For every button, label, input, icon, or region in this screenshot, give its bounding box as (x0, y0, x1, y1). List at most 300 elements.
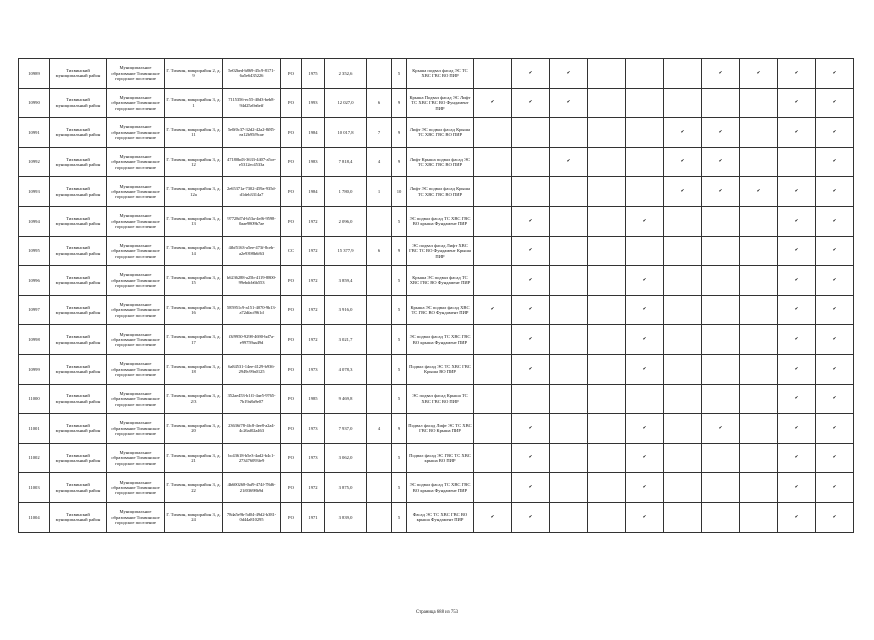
checkmark-icon: ✔ (832, 484, 837, 490)
check-cell (626, 88, 664, 118)
check-cell (778, 236, 816, 266)
address-cell: Г. Тихвин, микрорайон 3, д. 1 (165, 88, 223, 118)
checkmark-icon: ✔ (832, 248, 837, 254)
check-cell (664, 502, 702, 532)
check-cell (474, 473, 512, 503)
entrances-cell (367, 502, 392, 532)
checkmark-icon: ✔ (566, 159, 571, 165)
fund-type-cell: РО (281, 147, 302, 177)
settlement-cell: Муниципальное образование Тихвинское городское поселение (107, 473, 165, 503)
checkmark-icon: ✔ (832, 70, 837, 76)
check-cell (664, 295, 702, 325)
checkmark-icon: ✔ (794, 307, 799, 313)
floors-cell: 5 (392, 354, 407, 384)
check-cell (626, 236, 664, 266)
checkmark-icon: ✔ (794, 366, 799, 372)
check-cell (588, 354, 626, 384)
floors-cell: 5 (392, 59, 407, 89)
check-cell (778, 414, 816, 444)
entrances-cell (367, 384, 392, 414)
check-cell (626, 118, 664, 148)
entrances-cell: 1 (367, 177, 392, 207)
settlement-cell: Муниципальное образование Тихвинское городское поселение (107, 177, 165, 207)
works-list-cell: Подвал фасад ЭС ТС ХВС ГВС Крыша ВО ПИР (407, 354, 474, 384)
check-cell (550, 443, 588, 473)
table-body (19, 59, 854, 533)
check-cell (740, 206, 778, 236)
check-cell (474, 236, 512, 266)
check-cell (512, 147, 550, 177)
table-row (19, 473, 854, 503)
works-list-cell: ЭС подвал фасад Лифт ХВС ГВС ТС ВО Фундамент Крыша ПИР (407, 236, 474, 266)
check-cell (740, 502, 778, 532)
table-row (19, 502, 854, 532)
table-row (19, 177, 854, 207)
check-cell (626, 443, 664, 473)
check-cell (474, 414, 512, 444)
checkmark-icon: ✔ (794, 425, 799, 431)
settlement-cell: Муниципальное образование Тихвинское городское поселение (107, 236, 165, 266)
checkmark-icon: ✔ (832, 425, 837, 431)
check-cell (816, 59, 854, 89)
floors-cell: 5 (392, 266, 407, 296)
settlement-cell: Муниципальное образование Тихвинское городское поселение (107, 147, 165, 177)
district-cell: Тихвинский муниципальный район (50, 206, 107, 236)
checkmark-icon: ✔ (528, 218, 533, 224)
check-cell (778, 59, 816, 89)
house-id-cell: 4b600268-0af9-474f-78d6-21f03698b9d (223, 473, 281, 503)
area-cell: 1 780,0 (325, 177, 367, 207)
address-cell: Г. Тихвин, микрорайон 3, д. 14 (165, 236, 223, 266)
area-cell: 3 839,0 (325, 502, 367, 532)
check-cell (626, 206, 664, 236)
entrances-cell: 6 (367, 236, 392, 266)
check-cell (588, 295, 626, 325)
check-cell (474, 118, 512, 148)
row-number: 10995 (19, 236, 50, 266)
check-cell (664, 354, 702, 384)
address-cell: Г. Тихвин, микрорайон 3, д. 17 (165, 325, 223, 355)
check-cell (664, 147, 702, 177)
checkmark-icon: ✔ (490, 307, 495, 313)
address-cell: Г. Тихвин, микрорайон 3, д. 18 (165, 354, 223, 384)
check-cell (664, 236, 702, 266)
check-cell (474, 384, 512, 414)
checkmark-icon: ✔ (642, 218, 647, 224)
checkmark-icon: ✔ (566, 70, 571, 76)
check-cell (664, 177, 702, 207)
check-cell (778, 354, 816, 384)
works-list-cell: ЭС подвал фасад ТС ХВС ГВС ВО крыша Фундамент ПИР (407, 206, 474, 236)
floors-cell: 5 (392, 473, 407, 503)
district-cell: Тихвинский муниципальный район (50, 384, 107, 414)
house-id-cell: bc43618-b5e3-4ad2-b4c1-273476093fe9 (223, 443, 281, 473)
district-cell: Тихвинский муниципальный район (50, 325, 107, 355)
check-cell (550, 266, 588, 296)
check-cell (474, 147, 512, 177)
checkmark-icon: ✔ (832, 129, 837, 135)
check-cell (588, 325, 626, 355)
check-cell (778, 295, 816, 325)
works-list-cell: Крыша ЭС подвал фасад ТС ХВС ГВС ВО Фундамент ПИР (407, 266, 474, 296)
check-cell (778, 147, 816, 177)
row-number: 10998 (19, 325, 50, 355)
check-cell (740, 118, 778, 148)
check-cell (702, 354, 740, 384)
check-cell (588, 502, 626, 532)
house-id-cell: 4fbf5163-a5ee-473f-8ceb-a2e9398b6f63 (223, 236, 281, 266)
check-cell (474, 502, 512, 532)
check-cell (778, 325, 816, 355)
checkmark-icon: ✔ (642, 277, 647, 283)
settlement-cell: Муниципальное образование Тихвинское городское поселение (107, 59, 165, 89)
check-cell (512, 414, 550, 444)
check-cell (664, 118, 702, 148)
checkmark-icon: ✔ (832, 277, 837, 283)
check-cell (740, 88, 778, 118)
checkmark-icon: ✔ (528, 307, 533, 313)
check-cell (550, 295, 588, 325)
entrances-cell (367, 443, 392, 473)
check-cell (740, 354, 778, 384)
checkmark-icon: ✔ (680, 188, 685, 194)
checkmark-icon: ✔ (718, 188, 723, 194)
checkmark-icon: ✔ (642, 336, 647, 342)
table-row (19, 295, 854, 325)
year-cell: 1985 (302, 384, 325, 414)
check-cell (702, 147, 740, 177)
fund-type-cell: РО (281, 443, 302, 473)
entrances-cell (367, 59, 392, 89)
checkmark-icon: ✔ (490, 514, 495, 520)
checkmark-icon: ✔ (794, 248, 799, 254)
works-list-cell: ЭС подвал фасад ТС ХВС ГВС ВО крыша Фундамент ПИР (407, 325, 474, 355)
check-cell (512, 384, 550, 414)
check-cell (816, 177, 854, 207)
check-cell (626, 59, 664, 89)
row-number: 11004 (19, 502, 50, 532)
floors-cell: 9 (392, 414, 407, 444)
checkmark-icon: ✔ (832, 514, 837, 520)
year-cell: 1972 (302, 236, 325, 266)
check-cell (588, 414, 626, 444)
check-cell (778, 473, 816, 503)
check-cell (778, 384, 816, 414)
row-number: 11002 (19, 443, 50, 473)
check-cell (512, 443, 550, 473)
settlement-cell: Муниципальное образование Тихвинское городское поселение (107, 88, 165, 118)
check-cell (816, 295, 854, 325)
check-cell (778, 88, 816, 118)
checkmark-icon: ✔ (490, 100, 495, 106)
checkmark-icon: ✔ (794, 514, 799, 520)
check-cell (740, 443, 778, 473)
check-cell (512, 295, 550, 325)
check-cell (702, 266, 740, 296)
area-cell: 15 377,9 (325, 236, 367, 266)
entrances-cell: 4 (367, 414, 392, 444)
floors-cell: 9 (392, 236, 407, 266)
check-cell (740, 473, 778, 503)
check-cell (512, 325, 550, 355)
table-row (19, 325, 854, 355)
table-row (19, 88, 854, 118)
check-cell (740, 236, 778, 266)
district-cell: Тихвинский муниципальный район (50, 118, 107, 148)
row-number: 10994 (19, 206, 50, 236)
address-cell: Г. Тихвин, микрорайон 3, д. 15 (165, 266, 223, 296)
district-cell: Тихвинский муниципальный район (50, 266, 107, 296)
check-cell (702, 88, 740, 118)
year-cell: 1972 (302, 473, 325, 503)
district-cell: Тихвинский муниципальный район (50, 177, 107, 207)
year-cell: 1973 (302, 414, 325, 444)
check-cell (664, 206, 702, 236)
check-cell (626, 414, 664, 444)
check-cell (740, 384, 778, 414)
house-id-cell: 97728d7d-b53a-4ef6-9598-0aae9809b7ae (223, 206, 281, 236)
district-cell: Тихвинский муниципальный район (50, 354, 107, 384)
checkmark-icon: ✔ (794, 100, 799, 106)
address-cell: Г. Тихвин, микрорайон 2, д. 9 (165, 59, 223, 89)
check-cell (702, 414, 740, 444)
year-cell: 1971 (302, 502, 325, 532)
check-cell (664, 325, 702, 355)
check-cell (702, 118, 740, 148)
check-cell (778, 266, 816, 296)
table-row (19, 354, 854, 384)
check-cell (512, 354, 550, 384)
entrances-cell (367, 206, 392, 236)
fund-type-cell: РО (281, 59, 302, 89)
check-cell (550, 354, 588, 384)
checkmark-icon: ✔ (832, 336, 837, 342)
works-list-cell: Крыша Подвал фасад ЭС Лифт ТС ХВС ГВС ВО Фундамент ПИР (407, 88, 474, 118)
check-cell (512, 236, 550, 266)
area-cell: 3 916,0 (325, 295, 367, 325)
check-cell (626, 354, 664, 384)
check-cell (702, 177, 740, 207)
settlement-cell: Муниципальное образование Тихвинское городское поселение (107, 118, 165, 148)
settlement-cell: Муниципальное образование Тихвинское городское поселение (107, 354, 165, 384)
year-cell: 1984 (302, 118, 325, 148)
check-cell (474, 59, 512, 89)
row-number: 11001 (19, 414, 50, 444)
check-cell (778, 443, 816, 473)
floors-cell: 5 (392, 502, 407, 532)
check-cell (474, 88, 512, 118)
checkmark-icon: ✔ (528, 514, 533, 520)
check-cell (474, 325, 512, 355)
year-cell: 1972 (302, 206, 325, 236)
fund-type-cell: РО (281, 266, 302, 296)
checkmark-icon: ✔ (528, 277, 533, 283)
check-cell (816, 325, 854, 355)
check-cell (588, 384, 626, 414)
check-cell (626, 177, 664, 207)
row-number: 10989 (19, 59, 50, 89)
check-cell (512, 59, 550, 89)
check-cell (664, 59, 702, 89)
table-row (19, 443, 854, 473)
area-cell: 7 818,4 (325, 147, 367, 177)
check-cell (816, 384, 854, 414)
check-cell (816, 147, 854, 177)
floors-cell: 9 (392, 147, 407, 177)
check-cell (550, 177, 588, 207)
check-cell (588, 59, 626, 89)
checkmark-icon: ✔ (832, 396, 837, 402)
check-cell (740, 59, 778, 89)
check-cell (474, 266, 512, 296)
check-cell (664, 88, 702, 118)
house-id-cell: 6a84531-14ee-4129-b936-2949c99a0125 (223, 354, 281, 384)
year-cell: 1983 (302, 147, 325, 177)
entrances-cell (367, 266, 392, 296)
checkmark-icon: ✔ (794, 70, 799, 76)
settlement-cell: Муниципальное образование Тихвинское городское поселение (107, 414, 165, 444)
house-id-cell: 78da5e9b-5d04-49d2-b381-0d44a810295 (223, 502, 281, 532)
check-cell (816, 414, 854, 444)
check-cell (740, 325, 778, 355)
check-cell (626, 295, 664, 325)
row-number: 10993 (19, 177, 50, 207)
area-cell: 2 096,0 (325, 206, 367, 236)
check-cell (512, 502, 550, 532)
check-cell (512, 473, 550, 503)
row-number: 10992 (19, 147, 50, 177)
entrances-cell (367, 325, 392, 355)
address-cell: Г. Тихвин, микрорайон 3, д. 11 (165, 118, 223, 148)
settlement-cell: Муниципальное образование Тихвинское городское поселение (107, 384, 165, 414)
fund-type-cell: СС (281, 236, 302, 266)
checkmark-icon: ✔ (528, 425, 533, 431)
check-cell (626, 502, 664, 532)
check-cell (778, 177, 816, 207)
check-cell (588, 147, 626, 177)
check-cell (512, 118, 550, 148)
table-row (19, 266, 854, 296)
check-cell (626, 325, 664, 355)
checkmark-icon: ✔ (794, 129, 799, 135)
area-cell: 7 937,0 (325, 414, 367, 444)
address-cell: Г. Тихвин, микрорайон 3, д. 22 (165, 473, 223, 503)
checkmark-icon: ✔ (642, 455, 647, 461)
checkmark-icon: ✔ (528, 366, 533, 372)
check-cell (550, 118, 588, 148)
checkmark-icon: ✔ (642, 307, 647, 313)
area-cell: 4 078,3 (325, 354, 367, 384)
checkmark-icon: ✔ (832, 218, 837, 224)
area-cell: 3 062,0 (325, 443, 367, 473)
check-cell (550, 414, 588, 444)
check-cell (664, 473, 702, 503)
fund-type-cell: РО (281, 414, 302, 444)
row-number: 10997 (19, 295, 50, 325)
check-cell (740, 295, 778, 325)
works-list-cell: Подвал фасад ЭС ГВС ТС ХВС крыша ВО ПИР (407, 443, 474, 473)
check-cell (664, 266, 702, 296)
checkmark-icon: ✔ (756, 188, 761, 194)
check-cell (664, 414, 702, 444)
entrances-cell (367, 354, 392, 384)
works-list-cell: ЭС подвал фасад ТС ХВС ГВС ВО крыша Фундамент ПИР (407, 473, 474, 503)
check-cell (816, 236, 854, 266)
fund-type-cell: РО (281, 295, 302, 325)
check-cell (588, 443, 626, 473)
district-cell: Тихвинский муниципальный район (50, 414, 107, 444)
check-cell (702, 295, 740, 325)
check-cell (778, 118, 816, 148)
check-cell (740, 177, 778, 207)
checkmark-icon: ✔ (528, 484, 533, 490)
area-cell: 3 021,7 (325, 325, 367, 355)
house-id-cell: 352ae453-b1f1-4ae5-9765-7b19a8a9e07 (223, 384, 281, 414)
address-cell: Г. Тихвин, микрорайон 3, д. 20 (165, 414, 223, 444)
checkmark-icon: ✔ (718, 129, 723, 135)
house-id-cell: 5e0f0c37-32d2-42a2-8f85-ea12b95f9cae (223, 118, 281, 148)
area-cell: 12 027,0 (325, 88, 367, 118)
year-cell: 1973 (302, 354, 325, 384)
area-cell: 3 859,4 (325, 266, 367, 296)
district-cell: Тихвинский муниципальный район (50, 502, 107, 532)
check-cell (550, 384, 588, 414)
house-id-cell: 585951c9-a151-4070-9b13-a72dfacf961d (223, 295, 281, 325)
row-number: 11000 (19, 384, 50, 414)
floors-cell: 10 (392, 177, 407, 207)
house-id-cell: 5e02bed-b869-45c9-8171-6a5e6435226 (223, 59, 281, 89)
row-number: 10999 (19, 354, 50, 384)
checkmark-icon: ✔ (756, 70, 761, 76)
check-cell (702, 236, 740, 266)
checkmark-icon: ✔ (794, 455, 799, 461)
check-cell (740, 147, 778, 177)
check-cell (778, 502, 816, 532)
floors-cell: 5 (392, 206, 407, 236)
district-cell: Тихвинский муниципальный район (50, 147, 107, 177)
register-table (18, 58, 854, 533)
check-cell (778, 206, 816, 236)
check-cell (550, 502, 588, 532)
check-cell (816, 443, 854, 473)
address-cell: Г. Тихвин, микрорайон 3, д. 24 (165, 502, 223, 532)
check-cell (816, 206, 854, 236)
fund-type-cell: РО (281, 473, 302, 503)
check-cell (664, 384, 702, 414)
year-cell: 1972 (302, 266, 325, 296)
check-cell (550, 147, 588, 177)
fund-type-cell: РО (281, 177, 302, 207)
check-cell (588, 266, 626, 296)
check-cell (740, 266, 778, 296)
row-number: 10990 (19, 88, 50, 118)
check-cell (702, 384, 740, 414)
works-list-cell: Лифт Крыша подвал фасад ЭС ТС ХВС ГВС ВО ПИР (407, 147, 474, 177)
checkmark-icon: ✔ (794, 188, 799, 194)
checkmark-icon: ✔ (794, 277, 799, 283)
house-id-cell: 7115356-ec55-40d3-beb8-94d25a9a6eff (223, 88, 281, 118)
checkmark-icon: ✔ (642, 484, 647, 490)
checkmark-icon: ✔ (528, 70, 533, 76)
checkmark-icon: ✔ (832, 366, 837, 372)
check-cell (664, 443, 702, 473)
district-cell: Тихвинский муниципальный район (50, 295, 107, 325)
check-cell (512, 266, 550, 296)
address-cell: Г. Тихвин, микрорайон 3, д. 13 (165, 206, 223, 236)
row-number: 10996 (19, 266, 50, 296)
year-cell: 1993 (302, 88, 325, 118)
entrances-cell: 6 (367, 88, 392, 118)
